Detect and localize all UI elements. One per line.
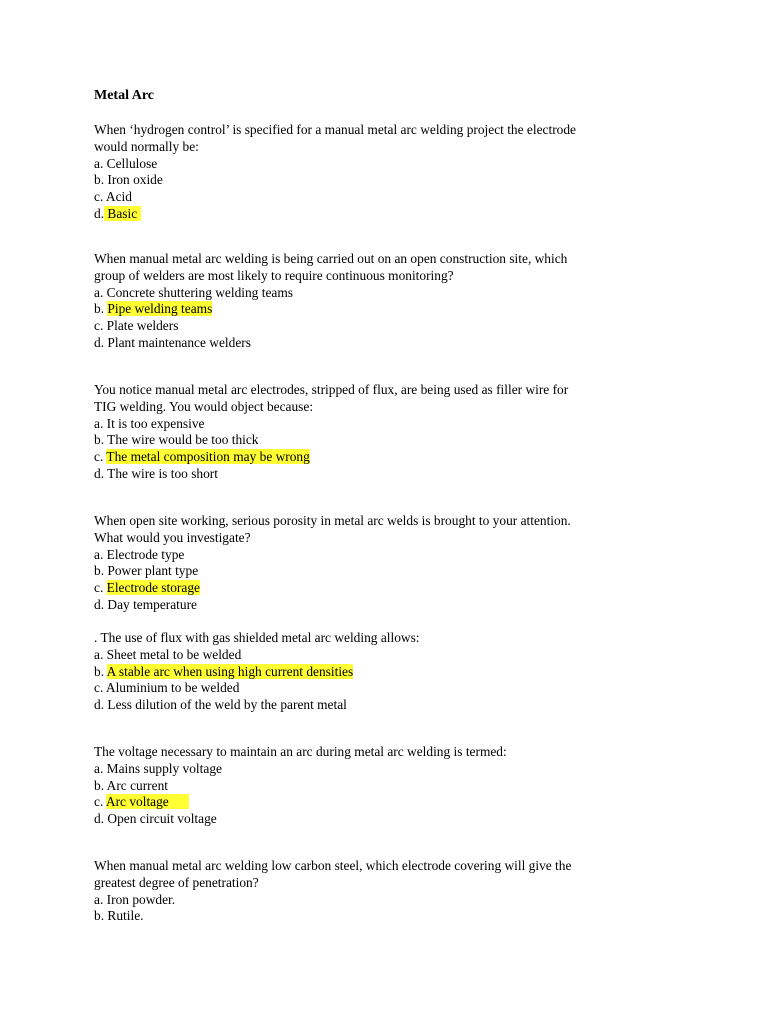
question-stem: would normally be: (94, 138, 199, 154)
answer-option: a. Electrode type (94, 546, 185, 562)
answer-option: b. Rutile. (94, 908, 144, 924)
answer-option: d. Plant maintenance welders (94, 334, 251, 350)
answer-option: a. Cellulose (94, 155, 158, 171)
answer-option: d. Day temperature (94, 596, 198, 612)
answer-option: a. It is too expensive (94, 415, 205, 431)
question-stem: When ‘hydrogen control’ is specified for a manual metal arc welding project the electrode (94, 122, 576, 137)
question-stem: You notice manual metal arc electrodes, stripped of flux, are being used as filler wire for (94, 382, 569, 397)
answer-option: a. Concrete shuttering welding teams (94, 284, 293, 300)
question-stem: When manual metal arc welding is being carried out on an open construction site, which (94, 251, 568, 266)
answer-option: a. Mains supply voltage (94, 760, 222, 776)
question-stem: When open site working, serious porosity in metal arc welds is brought to your attention. (94, 513, 571, 528)
answer-option: b. Power plant type (94, 563, 199, 579)
question-stem: group of welders are most likely to require continuous monitoring? (94, 267, 454, 283)
answer-option-highlighted: c. The metal composition may be wrong (94, 449, 310, 465)
question-stem: The voltage necessary to maintain an arc during metal arc welding is termed: (94, 744, 507, 759)
answer-option-highlighted: b. Pipe welding teams (94, 301, 213, 317)
answer-highlight: The metal composition may be wrong (106, 449, 310, 465)
answer-highlight: Arc voltage (106, 794, 189, 809)
answer-highlight: A stable arc when using high current densities (106, 663, 354, 679)
answer-option: a. Iron powder. (94, 891, 176, 907)
answer-option: c. Plate welders (94, 318, 179, 334)
answer-option: a. Sheet metal to be welded (94, 646, 242, 662)
document-title: Metal Arc (94, 88, 154, 103)
answer-option: d. The wire is too short (94, 465, 218, 481)
question-2 (94, 251, 694, 352)
question-stem: TIG welding. You would object because: (94, 398, 314, 414)
answer-option-highlighted: b. A stable arc when using high current densities (94, 663, 354, 679)
answer-highlight: Basic (104, 206, 140, 221)
question-4 (94, 513, 694, 614)
answer-option-highlighted: c. Electrode storage (94, 580, 200, 596)
question-stem: greatest degree of penetration? (94, 874, 259, 890)
answer-highlight: Pipe welding teams (107, 301, 213, 317)
question-3 (94, 382, 694, 483)
question-6 (94, 744, 694, 828)
answer-option: d. Open circuit voltage (94, 811, 217, 827)
question-stem: . The use of flux with gas shielded metal arc welding allows: (94, 630, 420, 645)
answer-option: c. Acid (94, 189, 132, 205)
answer-option-highlighted: c. Arc voltage (94, 794, 694, 811)
answer-highlight: Electrode storage (106, 580, 200, 596)
question-7 (94, 858, 694, 925)
answer-option: b. Arc current (94, 777, 168, 793)
question-stem: When manual metal arc welding low carbon steel, which electrode covering will give the (94, 858, 572, 873)
answer-option-highlighted: d. Basic (94, 206, 694, 223)
answer-option: b. Iron oxide (94, 172, 163, 188)
answer-option: b. The wire would be too thick (94, 432, 259, 448)
answer-option: d. Less dilution of the weld by the parent metal (94, 697, 347, 713)
question-stem: What would you investigate? (94, 529, 251, 545)
answer-option: c. Aluminium to be welded (94, 680, 240, 696)
question-5 (94, 630, 694, 714)
question-1 (94, 122, 694, 223)
